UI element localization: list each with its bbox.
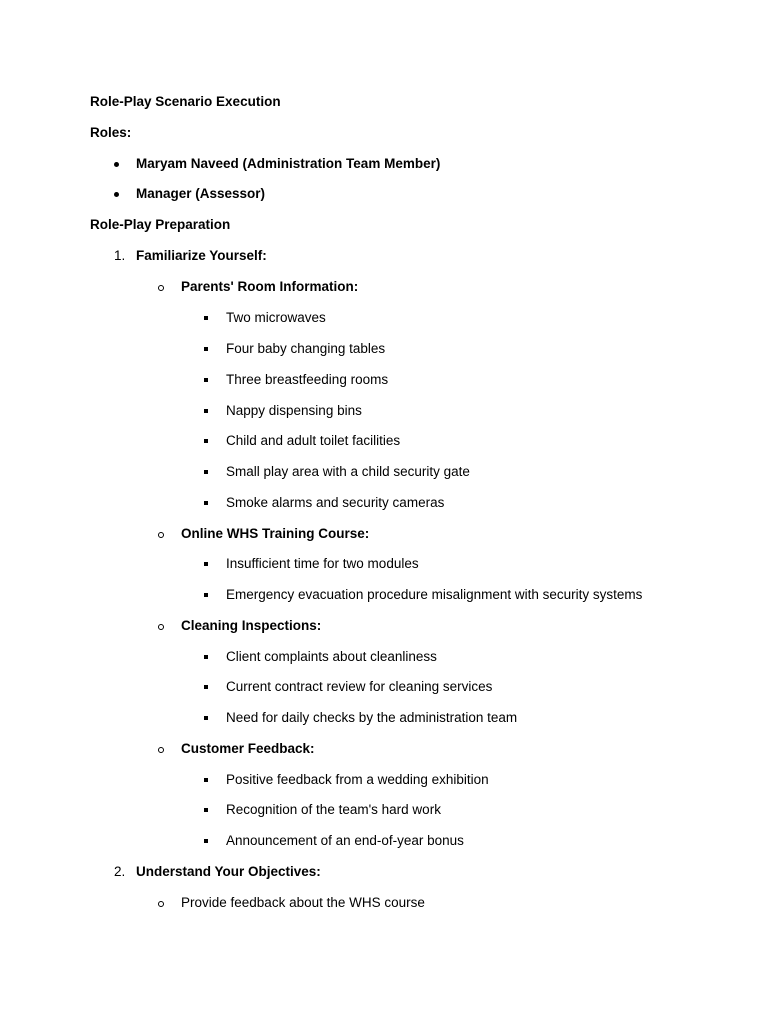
bullet-square-icon	[204, 808, 208, 812]
list-item: Four baby changing tables	[226, 341, 386, 356]
bullet-dot-icon	[114, 162, 119, 167]
bullet-circle-icon	[158, 747, 164, 753]
bullet-square-icon	[204, 593, 208, 597]
list-item: Small play area with a child security gate	[226, 464, 470, 479]
bullet-square-icon	[204, 501, 208, 505]
role-item: Manager (Assessor)	[136, 186, 266, 201]
bullet-circle-icon	[158, 285, 164, 291]
bullet-circle-icon	[158, 901, 164, 907]
bullet-square-icon	[204, 562, 208, 566]
section-label: Parents' Room Information:	[181, 279, 359, 294]
list-item: Recognition of the team's hard work	[226, 802, 441, 817]
step-label: Familiarize Yourself:	[136, 248, 267, 263]
list-item: Client complaints about cleanliness	[226, 649, 437, 664]
bullet-square-icon	[204, 378, 208, 382]
bullet-circle-icon	[158, 624, 164, 630]
bullet-dot-icon	[114, 192, 119, 197]
list-item: Provide feedback about the WHS course	[181, 895, 425, 910]
list-item: Positive feedback from a wedding exhibition	[226, 772, 489, 787]
section-label: Customer Feedback:	[181, 741, 315, 756]
step-label: Understand Your Objectives:	[136, 864, 321, 879]
bullet-circle-icon	[158, 532, 164, 538]
list-item: Need for daily checks by the administration team	[226, 710, 518, 725]
bullet-square-icon	[204, 316, 208, 320]
list-item: Current contract review for cleaning services	[226, 679, 493, 694]
list-item: Insufficient time for two modules	[226, 556, 419, 571]
list-item: Nappy dispensing bins	[226, 403, 362, 418]
list-item: Child and adult toilet facilities	[226, 433, 401, 448]
bullet-square-icon	[204, 716, 208, 720]
list-item: Announcement of an end-of-year bonus	[226, 833, 464, 848]
document-title: Role-Play Scenario Execution	[90, 94, 281, 109]
section-label: Cleaning Inspections:	[181, 618, 322, 633]
step-number: 1.	[114, 248, 126, 263]
bullet-square-icon	[204, 685, 208, 689]
bullet-square-icon	[204, 409, 208, 413]
bullet-square-icon	[204, 347, 208, 351]
list-item: Three breastfeeding rooms	[226, 372, 389, 387]
role-item: Maryam Naveed (Administration Team Member)	[136, 156, 441, 171]
bullet-square-icon	[204, 839, 208, 843]
section-label: Online WHS Training Course:	[181, 526, 370, 541]
list-item: Smoke alarms and security cameras	[226, 495, 445, 510]
list-item: Two microwaves	[226, 310, 326, 325]
bullet-square-icon	[204, 778, 208, 782]
bullet-square-icon	[204, 655, 208, 659]
bullet-square-icon	[204, 470, 208, 474]
roles-heading: Roles:	[90, 125, 132, 140]
list-item: Emergency evacuation procedure misalignment with security systems	[226, 587, 643, 602]
step-number: 2.	[114, 864, 126, 879]
bullet-square-icon	[204, 439, 208, 443]
preparation-heading: Role-Play Preparation	[90, 217, 231, 232]
